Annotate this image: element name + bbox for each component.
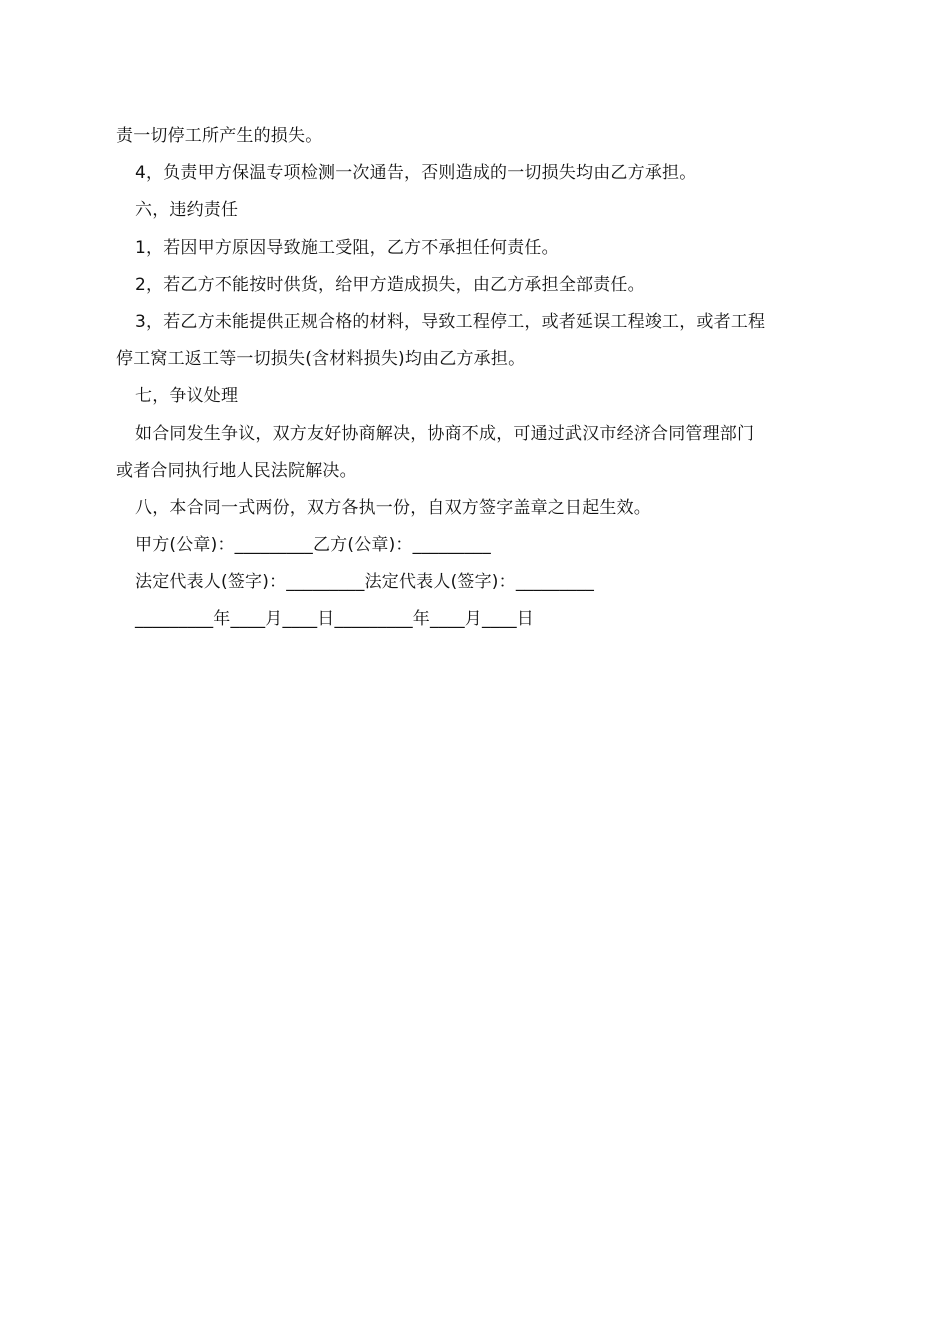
clause-6-1: 1，若因甲方原因导致施工受阻，乙方不承担任何责任。 — [135, 237, 559, 258]
signature-representative-line: 法定代表人(签字)：_________法定代表人(签字)：_________ — [135, 572, 595, 593]
dispute-paragraph-line-2: 或者合同执行地人民法院解决。 — [116, 460, 357, 481]
text-line-continuation: 责一切停工所产生的损失。 — [116, 126, 323, 146]
section-heading-dispute-resolution: 七，争议处理 — [135, 386, 239, 407]
dispute-paragraph-line-1: 如合同发生争议，双方友好协商解决，协商不成，可通过武汉市经济合同管理部门 — [135, 423, 755, 444]
clause-6-3-line-1: 3，若乙方未能提供正规合格的材料，导致工程停工，或者延误工程竣工，或者工程 — [135, 311, 766, 332]
signature-seal-line: 甲方(公章)：_________乙方(公章)：_________ — [135, 535, 491, 556]
section-eight-effectiveness: 八，本合同一式两份，双方各执一份，自双方签字盖章之日起生效。 — [135, 497, 651, 518]
signature-date-line: _________年____月____日_________年____月____日 — [135, 609, 534, 630]
clause-6-3-line-2: 停工窝工返工等一切损失(含材料损失)均由乙方承担。 — [116, 349, 526, 370]
clause-6-2: 2，若乙方不能按时供货，给甲方造成损失，由乙方承担全部责任。 — [135, 274, 645, 295]
section-heading-breach-liability: 六，违约责任 — [135, 200, 239, 221]
document-body — [116, 118, 836, 639]
clause-5-4: 4，负责甲方保温专项检测一次通告，否则造成的一切损失均由乙方承担。 — [135, 163, 697, 184]
